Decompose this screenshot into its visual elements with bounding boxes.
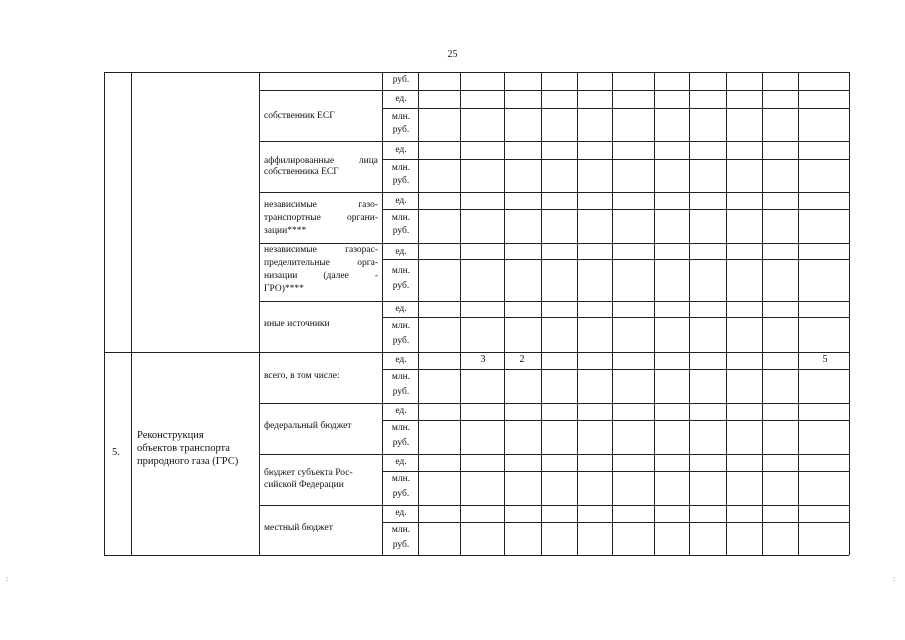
- unit-rub: руб.: [392, 75, 410, 85]
- row-label: местный бюджет: [264, 523, 333, 533]
- section-name-line: природного газа (ГРС): [137, 456, 239, 467]
- side-mark-left: :: [6, 575, 8, 583]
- page-number: 25: [447, 49, 458, 60]
- unit-mln: млн.: [391, 266, 411, 276]
- section-number: 5.: [112, 447, 120, 458]
- unit-ed: ед.: [395, 406, 407, 416]
- source-label: пределительные орга-: [264, 258, 378, 268]
- unit-mln: млн.: [391, 474, 411, 484]
- value-cell: 5: [822, 354, 828, 365]
- unit-rub: руб.: [392, 438, 410, 448]
- unit-mln: млн.: [391, 372, 411, 382]
- unit-ed: ед.: [395, 355, 407, 365]
- row-label: бюджет субъекта Рос-: [264, 468, 353, 478]
- unit-rub: руб.: [392, 125, 410, 135]
- value-cell: 3: [480, 354, 486, 365]
- unit-ed: ед.: [395, 457, 407, 467]
- unit-ed: ед.: [395, 247, 407, 257]
- unit-mln: млн.: [391, 525, 411, 535]
- section-name-line: объектов транспорта: [137, 443, 230, 454]
- unit-ed: ед.: [395, 304, 407, 314]
- source-label: зации****: [264, 226, 307, 236]
- unit-rub: руб.: [392, 336, 410, 346]
- unit-ed: ед.: [395, 196, 407, 206]
- source-label: иные источники: [264, 319, 330, 329]
- source-label: ГРО)****: [264, 284, 304, 294]
- unit-rub: руб.: [392, 226, 410, 236]
- unit-ed: ед.: [395, 145, 407, 155]
- row-label: сийской Федерации: [264, 480, 344, 490]
- source-label: собственника ЕСГ: [264, 167, 339, 177]
- source-label: независимые газорас-: [264, 245, 378, 255]
- source-label: собственник ЕСГ: [264, 111, 335, 121]
- unit-rub: руб.: [392, 176, 410, 186]
- unit-mln: млн.: [391, 213, 411, 223]
- source-label: транспортные органи-: [264, 213, 378, 223]
- unit-rub: руб.: [392, 540, 410, 550]
- unit-ed: ед.: [395, 94, 407, 104]
- unit-rub: руб.: [392, 387, 410, 397]
- unit-rub: руб.: [392, 281, 410, 291]
- side-mark-right: :: [893, 575, 895, 583]
- unit-ed: ед.: [395, 508, 407, 518]
- unit-mln: млн.: [391, 321, 411, 331]
- unit-mln: млн.: [391, 163, 411, 173]
- unit-mln: млн.: [391, 112, 411, 122]
- row-label: федеральный бюджет: [264, 421, 352, 431]
- source-label: независимые газо-: [264, 200, 378, 210]
- unit-rub: руб.: [392, 489, 410, 499]
- unit-mln: млн.: [391, 423, 411, 433]
- source-label: низации (далее -: [264, 271, 378, 281]
- value-cell: 2: [519, 354, 525, 365]
- source-label: аффилированные лица: [264, 156, 378, 166]
- section-name-line: Реконструкция: [137, 430, 204, 441]
- budget-table: [104, 72, 849, 555]
- row-label: всего, в том числе:: [264, 371, 340, 381]
